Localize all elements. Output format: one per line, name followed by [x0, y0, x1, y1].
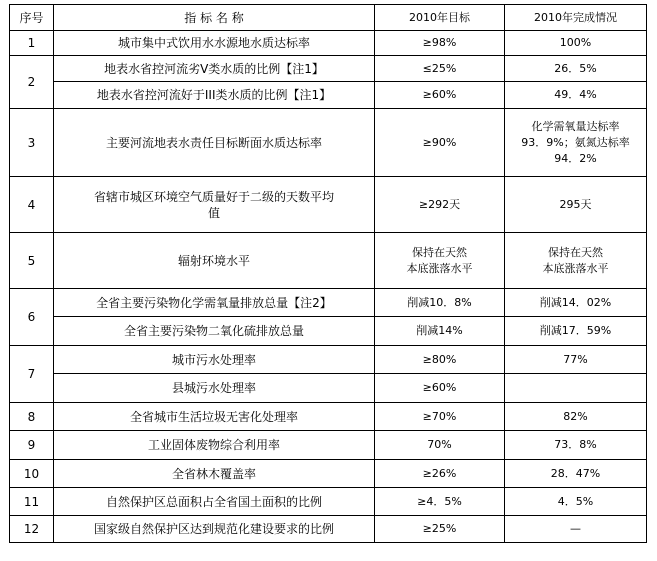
row-no: 11 — [10, 488, 54, 516]
row-no: 3 — [10, 109, 54, 177]
row-indicator: 全省城市生活垃圾无害化处理率 — [54, 403, 375, 431]
result-line: 本底涨落水平 — [542, 261, 609, 275]
row-result: 77% — [505, 346, 647, 374]
row-target: ≥70% — [375, 403, 505, 431]
result-line: 94．2% — [554, 151, 597, 165]
row-target: ≥98% — [375, 31, 505, 56]
row-no: 10 — [10, 460, 54, 488]
row-result: 削减14．02% — [505, 289, 647, 317]
table-row — [10, 460, 647, 488]
table-row — [10, 374, 647, 403]
table-row — [10, 82, 647, 109]
table-row — [10, 56, 647, 82]
row-target: ≥90% — [375, 109, 505, 177]
header-no: 序号 — [10, 5, 54, 31]
row-no: 6 — [10, 289, 54, 346]
table-row — [10, 317, 647, 346]
header-target: 2010年目标 — [375, 5, 505, 31]
row-indicator: 国家级自然保护区达到规范化建设要求的比例 — [54, 516, 375, 543]
indicator-line: 值 — [207, 205, 220, 220]
target-line: 本底涨落水平 — [406, 261, 473, 275]
row-no: 7 — [10, 346, 54, 403]
row-result: — — [505, 516, 647, 543]
row-indicator: 全省主要污染物化学需氧量排放总量【注2】 — [54, 289, 375, 317]
table-row — [10, 109, 647, 177]
table-row — [10, 289, 647, 317]
table-row — [10, 31, 647, 56]
row-target: ≤25% — [375, 56, 505, 82]
table-row — [10, 516, 647, 543]
row-result: 73．8% — [505, 431, 647, 460]
row-target: ≥80% — [375, 346, 505, 374]
row-result: 49．4% — [505, 82, 647, 109]
row-target: 削减10．8% — [375, 289, 505, 317]
table-header-row — [10, 5, 647, 31]
row-target: ≥4．5% — [375, 488, 505, 516]
row-indicator: 全省主要污染物二氧化硫排放总量 — [54, 317, 375, 346]
row-no: 4 — [10, 177, 54, 233]
row-no: 2 — [10, 56, 54, 109]
document-table-wrapper — [9, 4, 647, 543]
result-line: 93．9%；氨氮达标率 — [521, 135, 630, 149]
row-indicator: 辐射环境水平 — [54, 233, 375, 289]
row-no: 9 — [10, 431, 54, 460]
row-target: ≥292天 — [375, 177, 505, 233]
table-row — [10, 233, 647, 289]
row-indicator: 主要河流地表水责任目标断面水质达标率 — [54, 109, 375, 177]
row-no: 5 — [10, 233, 54, 289]
indicator-line: 省辖市城区环境空气质量好于二级的天数平均 — [93, 189, 334, 204]
row-indicator: 城市污水处理率 — [54, 346, 375, 374]
result-line: 保持在天然 — [548, 245, 603, 259]
row-indicator: 工业固体废物综合利用率 — [54, 431, 375, 460]
row-target: ≥26% — [375, 460, 505, 488]
row-target: ≥60% — [375, 374, 505, 403]
row-no: 8 — [10, 403, 54, 431]
target-line: 保持在天然 — [412, 245, 467, 259]
row-result: 26．5% — [505, 56, 647, 82]
table-row — [10, 488, 647, 516]
row-indicator: 全省林木覆盖率 — [54, 460, 375, 488]
environment-targets-table — [9, 4, 647, 543]
header-indicator: 指 标 名 称 — [54, 5, 375, 31]
table-row — [10, 403, 647, 431]
row-result: 4．5% — [505, 488, 647, 516]
row-indicator: 地表水省控河流好于III类水质的比例【注1】 — [54, 82, 375, 109]
header-result: 2010年完成情况 — [505, 5, 647, 31]
row-result: 削减17．59% — [505, 317, 647, 346]
row-indicator — [54, 177, 375, 233]
table-row — [10, 346, 647, 374]
row-target: 70% — [375, 431, 505, 460]
row-result — [505, 374, 647, 403]
row-indicator: 地表水省控河流劣Ⅴ类水质的比例【注1】 — [54, 56, 375, 82]
result-line: 化学需氧量达标率 — [531, 119, 620, 133]
row-no: 1 — [10, 31, 54, 56]
row-indicator: 城市集中式饮用水水源地水质达标率 — [54, 31, 375, 56]
row-indicator: 县城污水处理率 — [54, 374, 375, 403]
row-indicator: 自然保护区总面积占全省国土面积的比例 — [54, 488, 375, 516]
row-target: ≥25% — [375, 516, 505, 543]
table-row — [10, 177, 647, 233]
row-result: 100% — [505, 31, 647, 56]
row-result: 82% — [505, 403, 647, 431]
row-target: 削减14% — [375, 317, 505, 346]
table-row — [10, 431, 647, 460]
row-no: 12 — [10, 516, 54, 543]
row-target — [375, 233, 505, 289]
row-result: 295天 — [505, 177, 647, 233]
row-target: ≥60% — [375, 82, 505, 109]
row-result: 28．47% — [505, 460, 647, 488]
row-result — [505, 233, 647, 289]
row-result — [505, 109, 647, 177]
